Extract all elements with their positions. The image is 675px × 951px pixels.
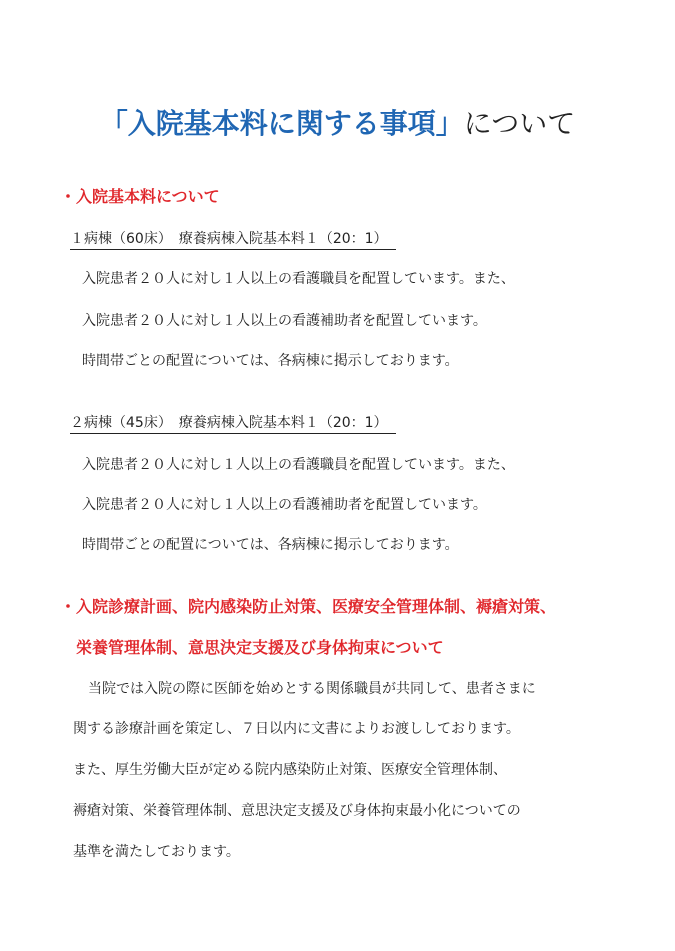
section1-heading: ・入院基本料について: [60, 187, 220, 206]
page-title-suffix: について: [463, 107, 576, 140]
ward1-subheading: １病棟（60床） 療養病棟入院基本料１（20：1）: [70, 229, 396, 250]
section2-line-3: また、厚生労働大臣が定める院内感染防止対策、医療安全管理体制、: [73, 762, 507, 778]
page-title: [0, 104, 675, 144]
ward2-line-1: 入院患者２０人に対し１人以上の看護職員を配置しています。また、: [82, 457, 515, 473]
ward2-line-2: 入院患者２０人に対し１人以上の看護補助者を配置しています。: [82, 497, 487, 513]
section2-heading-line-2: 栄養管理体制、意思決定支援及び身体拘束について: [76, 638, 444, 657]
ward1-line-3: 時間帯ごとの配置については、各病棟に掲示しております。: [82, 353, 459, 369]
section2-line-2: 関する診療計画を策定し、７日以内に文書によりお渡ししております。: [73, 721, 520, 737]
ward1-line-1: 入院患者２０人に対し１人以上の看護職員を配置しています。また、: [82, 271, 515, 287]
section2-heading-line-1: ・入院診療計画、院内感染防止対策、医療安全管理体制、褥瘡対策、: [60, 597, 557, 616]
section2-line-1: 当院では入院の際に医師を始めとする関係職員が共同して、患者さまに: [88, 681, 536, 697]
page-title-emphasis: 「入院基本料に関する事項」: [99, 107, 464, 140]
ward2-subheading: ２病棟（45床） 療養病棟入院基本料１（20：1）: [70, 413, 396, 434]
ward2-line-3: 時間帯ごとの配置については、各病棟に掲示しております。: [82, 537, 459, 553]
section2-line-5: 基準を満たしております。: [73, 844, 240, 860]
section2-line-4: 褥瘡対策、栄養管理体制、意思決定支援及び身体拘束最小化についての: [73, 803, 521, 819]
ward1-line-2: 入院患者２０人に対し１人以上の看護補助者を配置しています。: [82, 313, 487, 329]
